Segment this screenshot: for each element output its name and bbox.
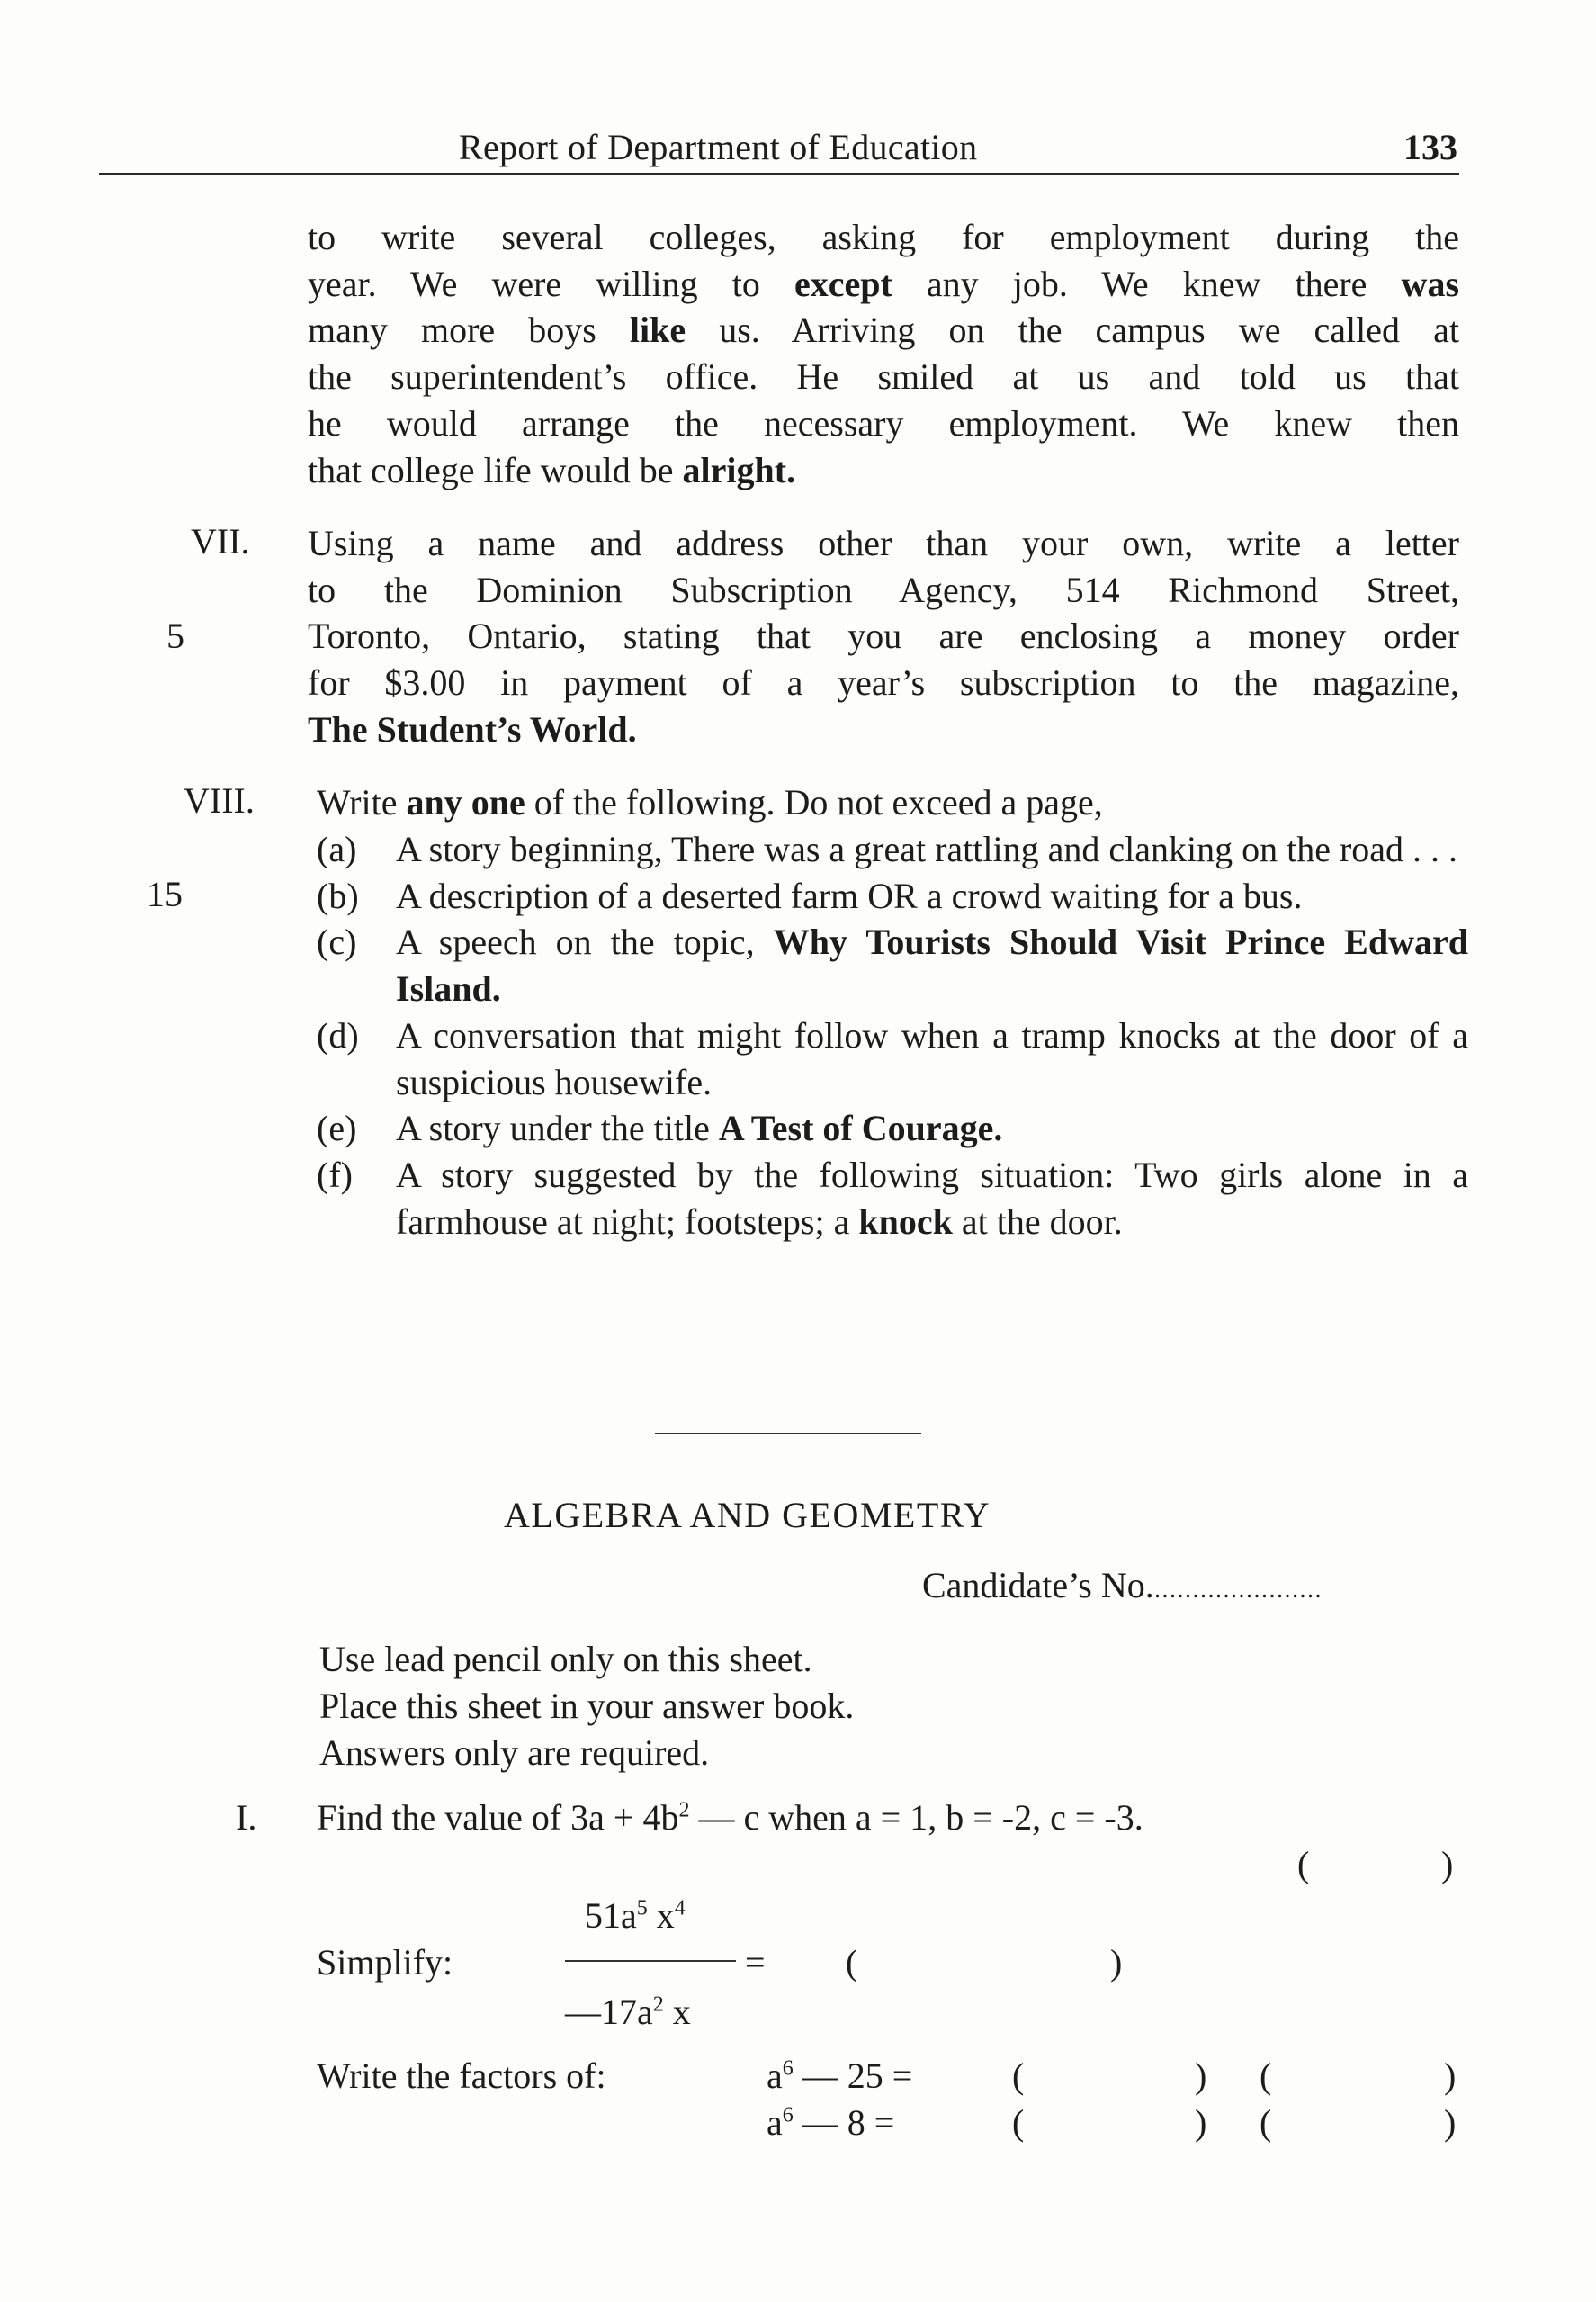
- option-text: A conversation that might follow when a tramp knocks at the door of a suspicious housewife.: [396, 1014, 1468, 1102]
- num-exp2: 4: [674, 1896, 686, 1920]
- num-mid: x: [647, 1895, 675, 1936]
- answer-close-paren: ): [1110, 1942, 1123, 1983]
- option-label: (f): [317, 1154, 353, 1195]
- option-item: [317, 873, 1468, 920]
- answer-open-paren: (: [1297, 1844, 1310, 1884]
- option-item: [317, 1012, 1468, 1105]
- factor-expression-1: [767, 2055, 912, 2097]
- answer-open-paren: (: [1260, 2102, 1272, 2143]
- simplify-equals: =: [745, 1942, 766, 1983]
- num-base: 51a: [585, 1895, 637, 1936]
- option-text: A speech on the topic, Why Tourists Should Visit Prince Edward Island.: [396, 922, 1468, 1010]
- header-rule: [99, 173, 1459, 175]
- f1-rest: — 25 =: [793, 2055, 913, 2096]
- factor-expression-2: [767, 2101, 894, 2144]
- den-exp: 2: [652, 1992, 664, 2017]
- algebra-q1-numeral: I.: [236, 1797, 257, 1838]
- text-line: Using a name and address other than your own, write a letter: [308, 523, 1459, 563]
- instructions: [319, 1636, 854, 1776]
- candidate-dots: ......................: [1153, 1574, 1323, 1604]
- option-item: [317, 1105, 1468, 1152]
- answer-open-paren: (: [1012, 2102, 1025, 2143]
- factors-label: Write the factors of:: [317, 2055, 606, 2096]
- answer-close-paren: ): [1441, 1844, 1454, 1884]
- answer-close-paren: ): [1195, 2055, 1207, 2096]
- option-label: (c): [317, 922, 357, 963]
- text-line: the superintendent’s office. He smiled at us and told us that: [308, 356, 1459, 398]
- fraction-denominator: [565, 1991, 691, 2033]
- f1-exp: 6: [782, 2056, 794, 2081]
- option-text: A story suggested by the following situation: Two girls alone in a farmhouse at night; footsteps; a knock at the door.: [396, 1154, 1468, 1242]
- option-label: (e): [317, 1108, 357, 1149]
- text-line: to write several colleges, asking for employment during the: [308, 217, 1459, 257]
- option-text: A story under the title A Test of Courage.: [396, 1108, 1003, 1149]
- answer-open-paren: (: [846, 1942, 858, 1983]
- question-viii-options: [317, 826, 1468, 1245]
- candidate-label: Candidate’s No.: [922, 1565, 1154, 1605]
- page-number: 133: [1403, 127, 1457, 167]
- text-line: he would arrange the necessary employment. We knew then: [308, 402, 1459, 444]
- f1-base: a: [767, 2055, 783, 2096]
- question-vii-numeral: VII.: [191, 521, 250, 562]
- algebra-q1-text: [317, 1796, 1143, 1839]
- option-text: A story beginning, There was a great rattling and clanking on the road . . .: [396, 829, 1458, 869]
- continuation-paragraph: [308, 214, 1459, 493]
- option-label: (d): [317, 1014, 359, 1056]
- q1-text-a: Find the value of 3a + 4b: [317, 1797, 679, 1838]
- answer-close-paren: ): [1195, 2102, 1207, 2143]
- answer-close-paren: ): [1444, 2055, 1457, 2096]
- text-line: year. We were willing to except any job. We knew there was: [308, 263, 1460, 304]
- answer-open-paren: (: [1260, 2055, 1272, 2096]
- text-line: that college life would be alright.: [308, 449, 796, 490]
- instruction-line: Place this sheet in your answer book.: [319, 1686, 855, 1726]
- question-vii-text: [308, 520, 1459, 753]
- text-line: for $3.00 in payment of a year’s subscription to the magazine,: [308, 662, 1459, 704]
- fraction-bar: [565, 1960, 736, 1962]
- text-line: The Student’s World.: [308, 708, 637, 750]
- candidate-number-field: [922, 1564, 1323, 1606]
- den-base: —17a: [565, 1992, 653, 2032]
- f2-exp: 6: [782, 2103, 794, 2127]
- q1-text-b: — c when a = 1, b = -2, c = -3.: [689, 1797, 1143, 1838]
- text-line: to the Dominion Subscription Agency, 514 Richmond Street,: [308, 569, 1459, 610]
- option-label: (b): [317, 875, 359, 916]
- simplify-label: Simplify:: [317, 1942, 453, 1983]
- page-header: [99, 115, 1457, 169]
- section-title: ALGEBRA AND GEOMETRY: [504, 1495, 991, 1535]
- section-divider: [655, 1433, 921, 1434]
- option-item: [317, 1152, 1468, 1245]
- option-label: (a): [317, 829, 357, 869]
- answer-close-paren: ): [1444, 2102, 1457, 2143]
- running-title: Report of Department of Education: [459, 127, 978, 167]
- f2-base: a: [767, 2102, 783, 2143]
- option-item: [317, 826, 1468, 873]
- question-viii-intro: Write any one of the following. Do not exceed a page,: [317, 782, 1103, 823]
- instruction-line: Answers only are required.: [319, 1732, 710, 1773]
- f2-rest: — 8 =: [793, 2102, 895, 2143]
- question-viii-marks: 15: [147, 874, 183, 914]
- text-line: Toronto, Ontario, stating that you are enclosing a money order: [308, 616, 1459, 657]
- answer-open-paren: (: [1012, 2055, 1025, 2096]
- den-tail: x: [663, 1992, 691, 2032]
- option-item: [317, 919, 1468, 1012]
- num-exp1: 5: [636, 1896, 648, 1920]
- instruction-line: Use lead pencil only on this sheet.: [319, 1639, 812, 1679]
- question-vii-marks: 5: [166, 616, 184, 656]
- option-text: A description of a deserted farm OR a crowd waiting for a bus.: [396, 875, 1303, 916]
- fraction-numerator: [585, 1894, 686, 1937]
- question-viii-numeral: VIII.: [184, 780, 255, 821]
- q1-exponent: 2: [678, 1798, 690, 1822]
- text-line: many more boys like us. Arriving on the campus we called at: [308, 310, 1459, 351]
